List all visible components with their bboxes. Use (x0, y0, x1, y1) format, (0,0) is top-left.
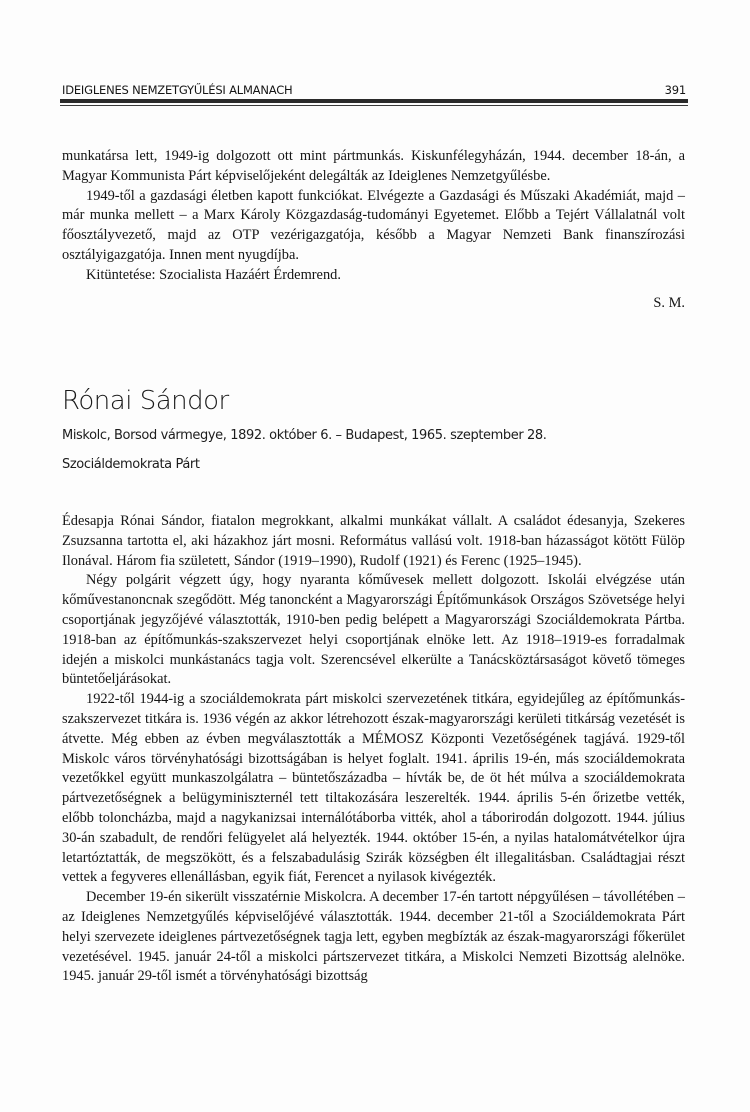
header-rule-thin (60, 105, 688, 106)
paragraph: Kitüntetése: Szocialista Hazáért Érdemrend. (86, 266, 341, 283)
paragraph: munkatársa lett, 1949-ig dolgozott ott mint pártmunkás. Kiskunfélegyházán, 1944. december 18-án, a Magyar Kommunista Párt képviselőjeként delegálták az Ideiglenes Nemzetgyűlésbe. (62, 148, 685, 184)
running-title: IDEIGLENES NEMZETGYŰLÉSI ALMANACH (62, 83, 293, 97)
entry-life-dates: Miskolc, Borsod vármegye, 1892. október 6. – Budapest, 1965. szeptember 28. (62, 428, 547, 443)
previous-entry-continuation (62, 147, 685, 313)
running-header (62, 83, 686, 97)
paragraph: 1949-től a gazdasági életben kapott funkciókat. Elvégezte a Gazdasági és Műszaki Akadémiát, majd – már munka mellett – a Marx Károly Közgazdaság-tudományi Egyetemet. Előbb a Tejért Vállalatnál volt főosztályvezető, majd az OTP vezérigazgatója, később a Magyar Nemzeti Bank finanszírozási osztályigazgatója. Innen ment nyugdíjba. (62, 187, 685, 263)
header-rule-thick (60, 99, 688, 103)
author-signature: S. M. (653, 294, 685, 311)
paragraph: Édesapja Rónai Sándor, fiatalon megrokkant, alkalmi munkákat vállalt. A családot édesanyja, Szekeres Zsuzsanna tartotta el, aki házakhoz járt mosni. Református vallású volt. 1918-ban házasságot kötött Fülöp Ilonával. Három fia született, Sándor (1919–1990), Rudolf (1921) és Ferenc (1925–1945). (62, 513, 685, 569)
paragraph: 1922-től 1944-ig a szociáldemokrata párt miskolci szervezetének titkára, egyidejűleg az építőmunkás-szakszervezet titkára is. 1936 végén az akkor létrehozott észak-magyarországi kerületi titkárság vezetését is átvette. Még ebben az évben megválasztották a MÉMOSZ Központi Vezetőségének tagjává. 1929-től Miskolc város törvényhatósági bizottságában is helyet foglalt. 1941. április 19-én, más szociáldemokrata vezetőkkel együtt munkaszolgálatra – büntetőszázadba – hívták be, de öt hét múlva a szociáldemokrata pártvezetőségnek a belügyminiszternél tett tiltakozására leszerelték. 1944. április 5-én őrizetbe vették, előbb toloncházba, majd a nagykanizsai internálótáborba vitték, ahol a táborirodán dolgozott. 1944. július 30-án szabadult, de rendőri felügyelet alá helyezték. 1944. október 15-én, a nyilas hatalomátvételkor újra letartóztatták, de megszökött, és a felszabadulásig Szirák községben élt illegalitásban. Családtagjai részt vettek a fegyveres ellenállásban, egyik fiát, Ferencet a nyilasok kivégezték. (62, 691, 685, 886)
entry-name-heading: Rónai Sándor (62, 386, 229, 416)
entry-party: Szociáldemokrata Párt (62, 457, 200, 472)
entry-biography (62, 512, 685, 987)
paragraph: Négy polgárit végzett úgy, hogy nyaranta kőművesek mellett dolgozott. Iskolái elvégzése után kőművestanoncnak szegődött. Még tanoncként a Magyarországi Építőmunkások Országos Szövetsége helyi csoportjának jegyzőjévé választották, 1910-ben pedig belépett a Magyarországi Szociáldemokrata Pártba. 1918-ban az építőmunkás-szakszervezet helyi csoportjának elnöke lett. Az 1918–1919-es forradalmak idején a miskolci munkástanács tagja volt. Szerencsével elkerülte a Tanácsköztársaságot követő tömeges büntetőeljárásokat. (62, 572, 685, 688)
page-number: 391 (664, 83, 686, 97)
paragraph: December 19-én sikerült visszatérnie Miskolcra. A december 17-én tartott népgyűlésen – távollétében – az Ideiglenes Nemzetgyűlés képviselőjévé választották. 1944. december 21-től a Szociáldemokrata Párt helyi szervezete ideiglenes pártvezetőségnek tagja lett, egyben megbízták az észak-magyarországi főkerület vezetésével. 1945. január 24-től a miskolci pártszervezet titkára, a Miskolci Nemzeti Bizottság alelnöke. 1945. január 29-től ismét a törvényhatósági bizottság (62, 889, 685, 985)
